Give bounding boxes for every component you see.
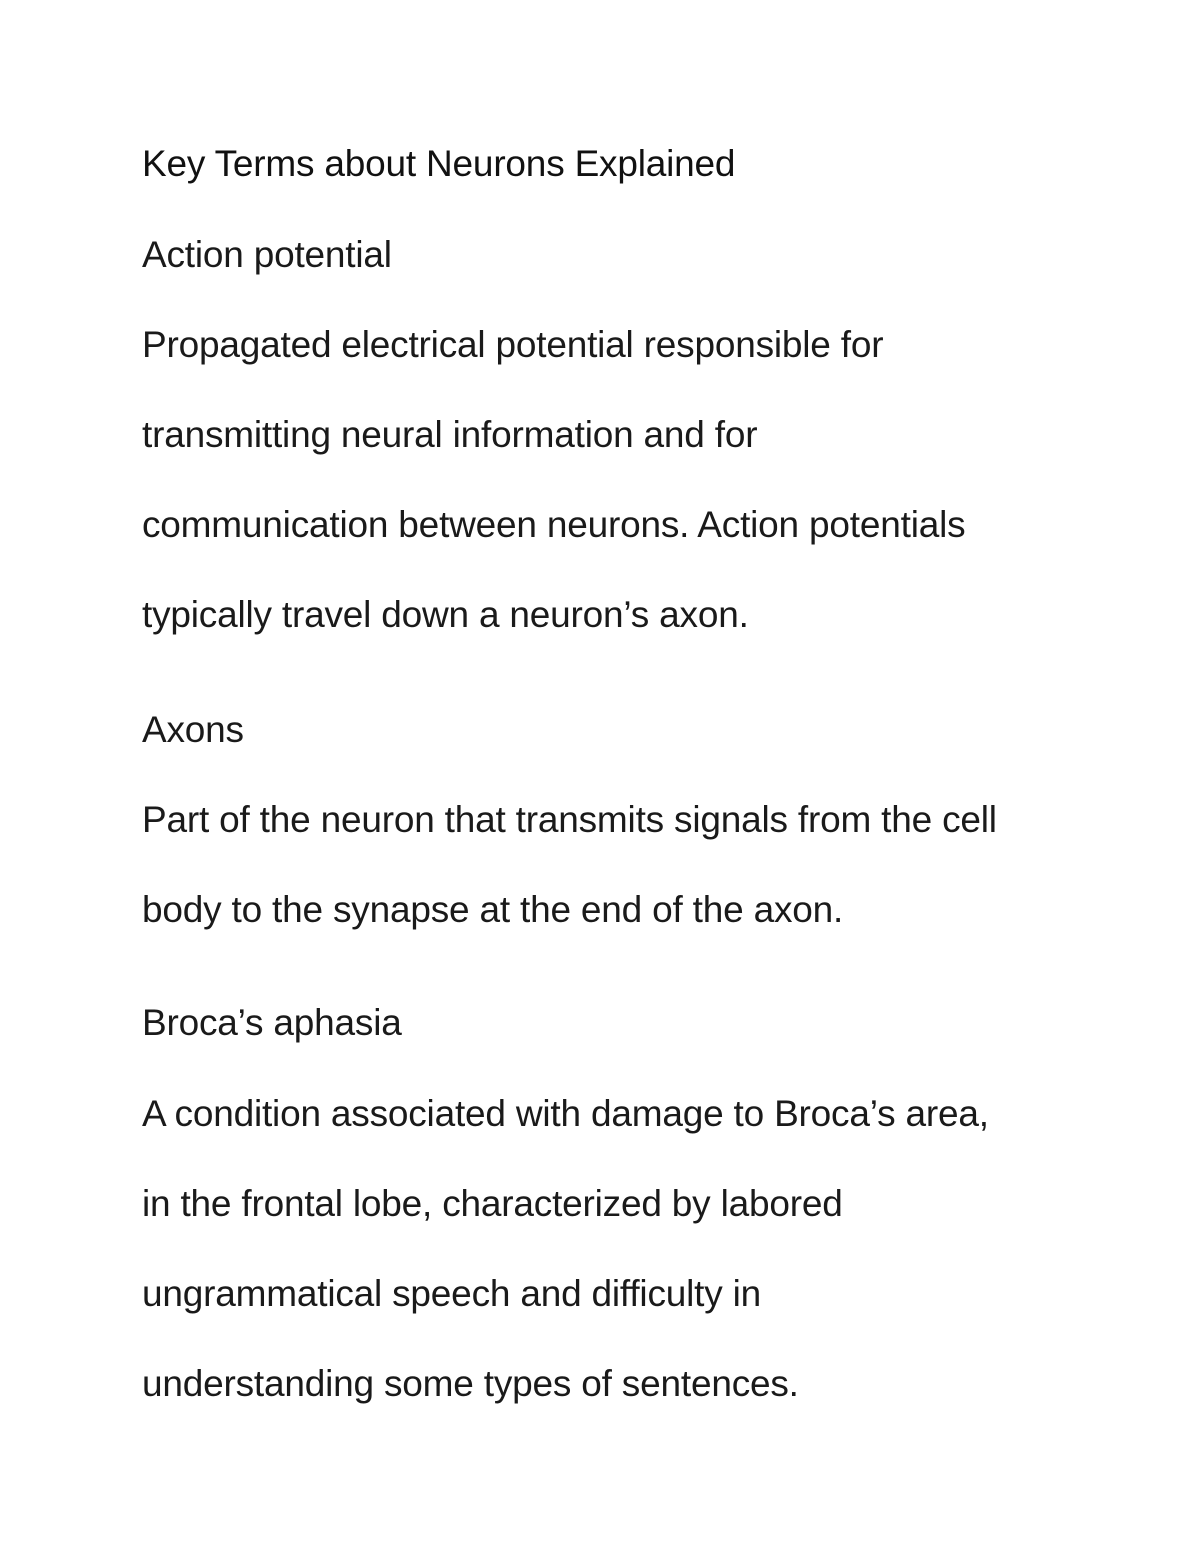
document-title: Key Terms about Neurons Explained [142, 143, 736, 184]
term-action-potential: Action potential [142, 234, 392, 275]
definition-line: typically travel down a neuron’s axon. [142, 594, 749, 635]
definition-line: body to the synapse at the end of the axon. [142, 889, 844, 930]
definition-line: A condition associated with damage to Broca’s area, [142, 1093, 989, 1134]
term-axons: Axons [142, 709, 244, 750]
definition-line: Part of the neuron that transmits signals from the cell [142, 799, 997, 840]
definition-line: ungrammatical speech and difficulty in [142, 1273, 761, 1314]
definition-line: transmitting neural information and for [142, 414, 758, 455]
definition-line: Propagated electrical potential responsible for [142, 324, 884, 365]
definition-line: in the frontal lobe, characterized by labored [142, 1183, 843, 1224]
definition-line: communication between neurons. Action potentials [142, 504, 966, 545]
definition-line: understanding some types of sentences. [142, 1363, 799, 1404]
term-brocas-aphasia: Broca’s aphasia [142, 1002, 402, 1043]
